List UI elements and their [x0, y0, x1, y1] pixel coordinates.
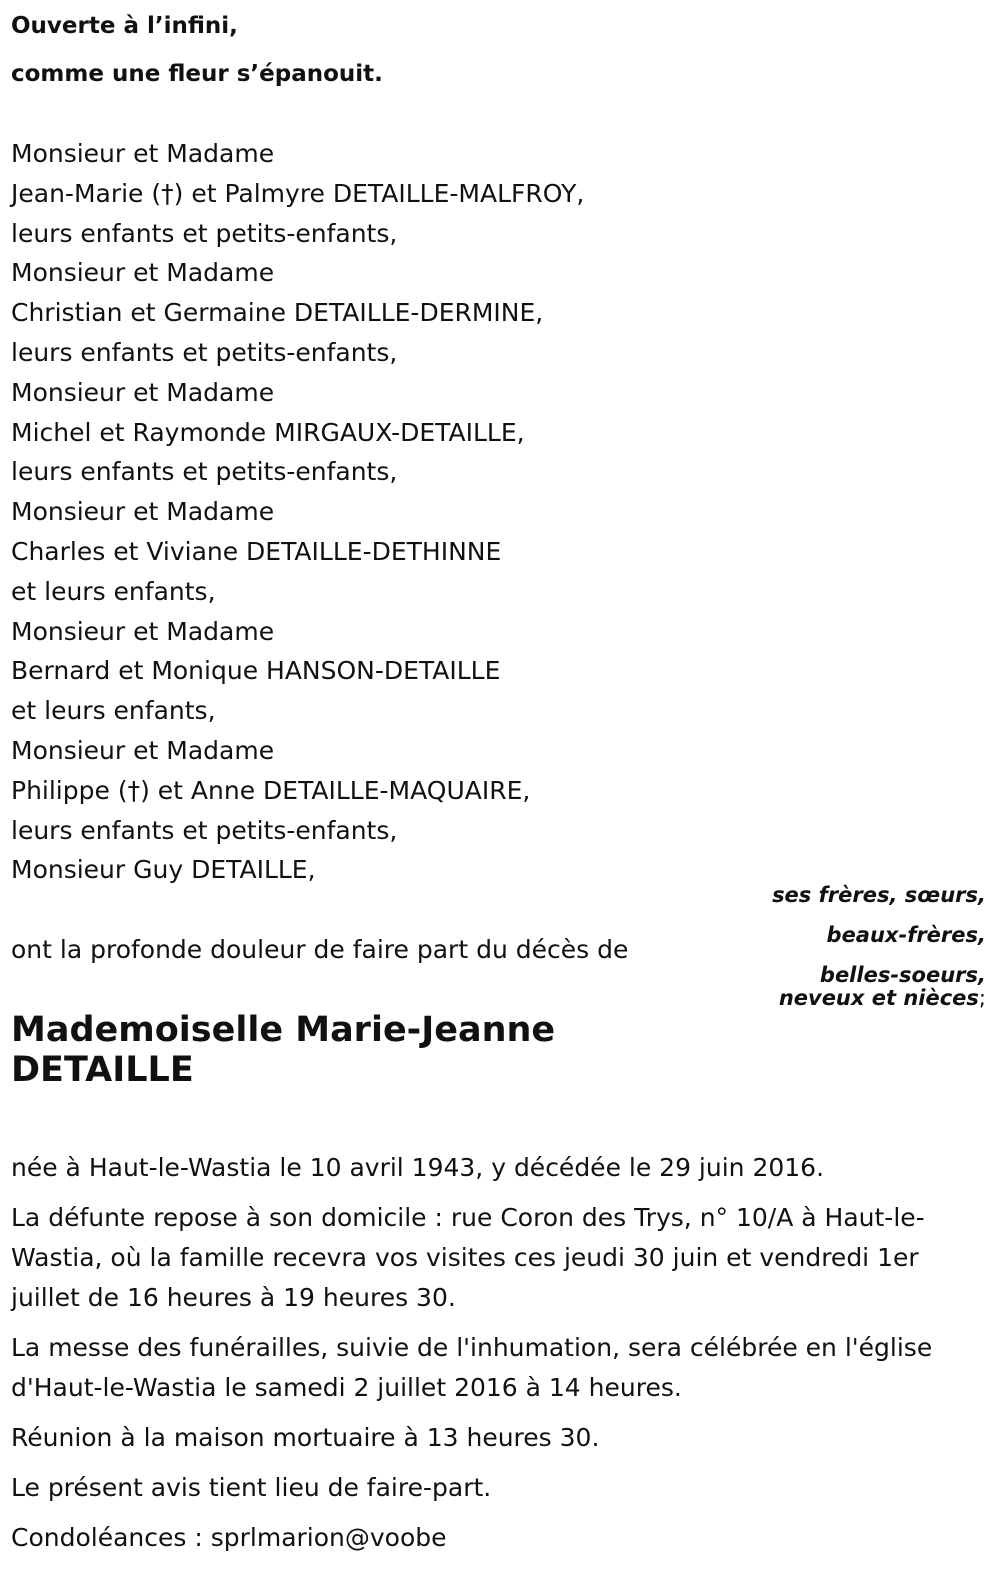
family-line: et leurs enfants,: [11, 576, 216, 606]
family-line: Monsieur et Madame: [11, 735, 275, 765]
relation-line-4: [779, 986, 986, 1010]
family-line: leurs enfants et petits-enfants,: [11, 218, 398, 248]
deceased-name-line-1: Mademoiselle Marie-Jeanne: [11, 1010, 556, 1050]
family-line: Jean-Marie (†) et Palmyre DETAILLE-MALFROY,: [11, 178, 585, 208]
birth-death-dates: née à Haut-le-Wastia le 10 avril 1943, y décédée le 29 juin 2016.: [11, 1153, 825, 1182]
family-line: Monsieur et Madame: [11, 497, 275, 527]
family-line: Monsieur Guy DETAILLE,: [11, 855, 316, 885]
condolences-contact: Condoléances : sprlmarion@voobe: [11, 1523, 447, 1552]
epigraph-line-2: comme une fleur s’épanouit.: [11, 61, 383, 87]
deceased-name: [11, 1010, 555, 1090]
funeral-details: [11, 1148, 986, 1568]
epigraph-line-1: Ouverte à l’infini,: [11, 13, 238, 39]
gathering-info: Réunion à la maison mortuaire à 13 heures 30.: [11, 1423, 600, 1452]
family-line: Monsieur et Madame: [11, 139, 275, 168]
family-line: Monsieur et Madame: [11, 258, 275, 288]
announcement-intro: ont la profonde douleur de faire part du décès de: [11, 935, 629, 964]
notice-disclaimer: Le présent avis tient lieu de faire-part.: [11, 1473, 492, 1502]
family-line: Monsieur et Madame: [11, 616, 275, 646]
family-line: Michel et Raymonde MIRGAUX-DETAILLE,: [11, 417, 525, 447]
relation-line-4-punct: ;: [978, 986, 986, 1010]
relation-line-2: beaux-frères,: [826, 923, 986, 947]
family-line: Bernard et Monique HANSON-DETAILLE: [11, 656, 501, 686]
family-line: Charles et Viviane DETAILLE-DETHINNE: [11, 536, 502, 566]
family-line: Philippe (†) et Anne DETAILLE-MAQUAIRE,: [11, 775, 531, 805]
deceased-name-line-2: DETAILLE: [11, 1050, 194, 1090]
relation-line-3: belles-soeurs,: [819, 963, 986, 987]
funeral-mass-info: La messe des funérailles, suivie de l'inhumation, sera célébrée en l'église d'Haut-le-Wastia le samedi 2 juillet 2016 à 14 heures.: [11, 1333, 933, 1402]
family-line: leurs enfants et petits-enfants,: [11, 815, 398, 845]
relation-line-1: ses frères, sœurs,: [772, 883, 986, 907]
visitation-info: La défunte repose à son domicile : rue Coron des Trys, n° 10/A à Haut-le-Wastia, où la famille recevra vos visites ces jeudi 30 juin et vendredi 1er juillet de 16 heures à 19 heures 30.: [11, 1203, 925, 1312]
family-list: [11, 134, 584, 890]
relation-line-4-text: neveux et nièces: [778, 986, 979, 1010]
family-line: et leurs enfants,: [11, 696, 216, 726]
family-line: Christian et Germaine DETAILLE-DERMINE,: [11, 298, 544, 328]
family-line: leurs enfants et petits-enfants,: [11, 337, 398, 367]
family-line: Monsieur et Madame: [11, 377, 275, 407]
family-line: leurs enfants et petits-enfants,: [11, 457, 398, 487]
